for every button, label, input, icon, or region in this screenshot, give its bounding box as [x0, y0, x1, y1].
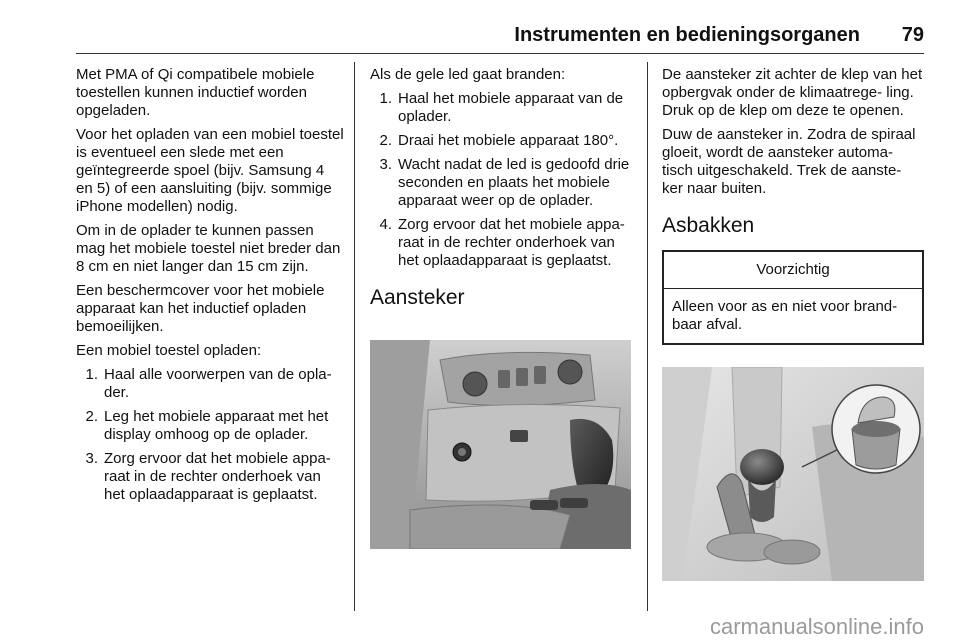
column-2 [370, 66, 638, 322]
page-number: 79 [901, 24, 924, 46]
column-divider-2 [647, 62, 648, 611]
paragraph: Met PMA of Qi compatibele mobiele toestellen kunnen inductief worden opgeladen. [76, 66, 315, 119]
paragraph: De aansteker zit achter de klep van het opbergvak onder de klimaatrege- ling. Druk op de klep om deze te openen. [662, 66, 923, 119]
lighter-console-photo [370, 340, 631, 549]
caution-body: Alleen voor as en niet voor brand- baar afval. [672, 298, 898, 333]
paragraph: Voor het opladen van een mobiel toestel is eventueel een slede met een geïntegreerde spoel (bijv. Samsung 4 en 5) of een aansluiting (bijv. sommige iPhone modellen) nodig. [76, 126, 344, 215]
list-item: 3. Wacht nadat de led is gedoofd drie seconden en plaats het mobiele apparaat weer op de oplader. [379, 156, 630, 209]
paragraph: Een mobiel toestel opladen: [76, 342, 262, 359]
caution-title: Voorzichtig [664, 252, 922, 289]
column-3 [662, 66, 924, 357]
paragraph: Duw de aansteker in. Zodra de spiraal gloeit, wordt de aansteker automa- tisch uitgeschakeld. Trek de aanste- ker naar buiten. [662, 126, 916, 197]
caution-box [662, 250, 924, 345]
list-item: 3. Zorg ervoor dat het mobiele appa- raat in de rechter onderhoek van het oplaadapparaat is geplaatst. [85, 450, 331, 503]
list-item: 2. Leg het mobiele apparaat met het display omhoog op de oplader. [85, 408, 329, 443]
paragraph: Om in de oplader te kunnen passen mag het mobiele toestel niet breder dan 8 cm en niet langer dan 15 cm zijn. [76, 222, 341, 275]
section-title: Instrumenten en bedieningsorganen [514, 24, 860, 46]
paragraph: Een beschermcover voor het mobiele apparaat kan het inductief opladen bemoeilijken. [76, 282, 325, 335]
paragraph: Als de gele led gaat branden: [370, 66, 566, 83]
column-divider-1 [354, 62, 355, 611]
list-item: 2. Draai het mobiele apparaat 180°. [379, 132, 619, 149]
page-header [0, 0, 960, 48]
list-item: 4. Zorg ervoor dat het mobiele appa- raat in de rechter onderhoek van het oplaadapparaat is geplaatst. [379, 216, 625, 269]
watermark: carmanualsonline.info [709, 614, 924, 639]
charging-steps-list [76, 366, 344, 504]
list-item: 1. Haal het mobiele apparaat van de oplader. [379, 90, 624, 125]
list-item: 1. Haal alle voorwerpen van de opla- der. [85, 366, 332, 401]
led-steps-list [370, 90, 638, 270]
header-rule [76, 53, 924, 54]
heading-aansteker: Aansteker [370, 286, 465, 309]
ashtray-photo [662, 367, 924, 581]
heading-asbakken: Asbakken [662, 214, 755, 237]
column-1 [76, 66, 344, 510]
